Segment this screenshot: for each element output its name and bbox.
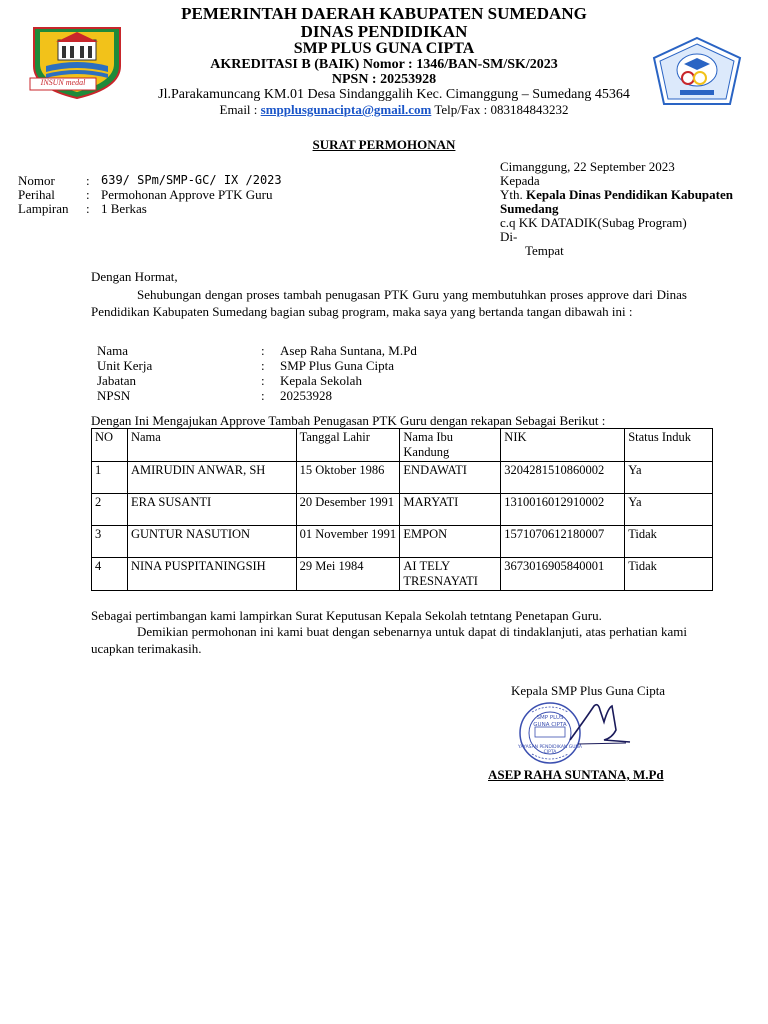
cell-status: Ya — [625, 494, 713, 526]
identity-row — [97, 358, 497, 373]
recipient-tempat: Tempat — [525, 243, 564, 258]
identity-list — [97, 343, 497, 403]
cell-nik: 3673016905840001 — [501, 558, 625, 591]
recipient-yth: Yth. — [500, 187, 526, 202]
identity-label: Unit Kerja — [97, 358, 153, 373]
identity-sep: : — [261, 388, 265, 403]
meta-nomor-label: Nomor — [18, 173, 55, 188]
table-row — [92, 526, 713, 558]
meta-nomor-value: 639/ SPm/SMP-GC/ IX /2023 — [101, 173, 282, 187]
cell-nama-ibu: MARYATI — [400, 494, 501, 526]
opening-paragraph: Sehubungan dengan proses tambah penugasan PTK Guru yang membutuhkan proses approve dari Dinas Pendidikan Kabupaten Sumedang bagian subag program, maka saya yang bertanda tangan dibawah ini : — [91, 287, 687, 319]
cell-nama: AMIRUDIN ANWAR, SH — [127, 462, 296, 494]
meta-lampiran-label: Lampiran — [18, 201, 69, 216]
meta-perihal-value: Permohonan Approve PTK Guru — [101, 187, 273, 202]
cell-nama: NINA PUSPITANINGSIH — [127, 558, 296, 591]
recipient-name-line2: Sumedang — [500, 201, 559, 216]
col-header-nama-ibu: Nama Ibu Kandung — [400, 429, 501, 462]
stamp-inner-text: SMP PLUS GUNA CIPTA — [533, 715, 567, 728]
recipient-kepada: Kepada — [500, 173, 540, 188]
closing-paragraph: Demikian permohonan ini kami buat dengan sebenarnya untuk dapat di tindaklanjuti, atas perhatian kami ucapkan terimakasih. — [91, 624, 687, 656]
meta-perihal-label: Perihal — [18, 187, 55, 202]
email-label: Email : — [219, 102, 261, 117]
stamp-ring-text: YAYASAN PENDIDIKAN GUNA CIPTA — [518, 745, 582, 755]
meta-perihal-sep: : — [86, 187, 90, 202]
cell-nik: 1571070612180007 — [501, 526, 625, 558]
cell-status: Ya — [625, 462, 713, 494]
cell-nama-ibu: AI TELY TRESNAYATI — [400, 558, 501, 591]
header-accreditation: AKREDITASI B (BAIK) Nomor : 1346/BAN-SM/SK/2023 — [210, 57, 558, 72]
meta-nomor-sep: : — [86, 173, 90, 188]
cell-no: 3 — [92, 526, 128, 558]
col-header-nik: NIK — [501, 429, 625, 462]
ptk-recap-table — [91, 428, 713, 591]
cell-nik: 3204281510860002 — [501, 462, 625, 494]
email-link[interactable]: smpplusgunacipta@gmail.com — [260, 102, 432, 117]
school-stamp-icon — [512, 700, 632, 766]
header-government: PEMERINTAH DAERAH KABUPATEN SUMEDANG — [181, 4, 587, 23]
identity-sep: : — [261, 358, 265, 373]
letter-title: SURAT PERMOHONAN — [312, 137, 456, 152]
col-header-tanggal-lahir: Tanggal Lahir — [296, 429, 400, 462]
salutation: Dengan Hormat, — [91, 269, 178, 284]
table-row — [92, 462, 713, 494]
signature-position: Kepala SMP Plus Guna Cipta — [511, 683, 666, 698]
phone-text: Telp/Fax : 083184843232 — [431, 102, 569, 117]
identity-row — [97, 373, 497, 388]
place-date: Cimanggung, 22 September 2023 — [500, 159, 675, 174]
closing-attachment-note: Sebagai pertimbangan kami lampirkan Surat Keputusan Kepala Sekolah tetntang Penetapan Guru. — [91, 608, 602, 623]
table-intro: Dengan Ini Mengajukan Approve Tambah Penugasan PTK Guru dengan rekapan Sebagai Berikut : — [91, 413, 606, 428]
identity-value: 20253928 — [280, 388, 332, 403]
cell-no: 4 — [92, 558, 128, 591]
recipient-cq: c.q KK DATADIK(Subag Program) — [500, 215, 687, 230]
meta-lampiran-sep: : — [86, 201, 90, 216]
cell-tanggal-lahir: 20 Desember 1991 — [296, 494, 400, 526]
header-school-name: SMP PLUS GUNA CIPTA — [293, 40, 475, 57]
col-header-status: Status Induk — [625, 429, 713, 462]
header-npsn: NPSN : 20253928 — [331, 72, 437, 87]
identity-label: Jabatan — [97, 373, 136, 388]
cell-nama: ERA SUSANTI — [127, 494, 296, 526]
identity-row — [97, 343, 497, 358]
signatory-name: ASEP RAHA SUNTANA, M.Pd — [488, 767, 664, 782]
logo-banner-text: INSUN medal — [40, 78, 86, 87]
identity-sep: : — [261, 343, 265, 358]
recipient-di: Di- — [500, 229, 518, 244]
cell-status: Tidak — [625, 558, 713, 591]
header-contact — [10, 103, 768, 116]
identity-value: Asep Raha Suntana, M.Pd — [280, 343, 417, 358]
table-header-row — [92, 429, 713, 462]
table-row — [92, 558, 713, 591]
cell-no: 1 — [92, 462, 128, 494]
col-header-no: NO — [92, 429, 128, 462]
cell-nama-ibu: ENDAWATI — [400, 462, 501, 494]
cell-nik: 1310016012910002 — [501, 494, 625, 526]
identity-label: Nama — [97, 343, 129, 358]
cell-nama-ibu: EMPON — [400, 526, 501, 558]
identity-sep: : — [261, 373, 265, 388]
cell-tanggal-lahir: 01 November 1991 — [296, 526, 400, 558]
identity-label: NPSN — [97, 388, 131, 403]
meta-lampiran-value: 1 Berkas — [101, 201, 147, 216]
identity-value: Kepala Sekolah — [280, 373, 362, 388]
identity-value: SMP Plus Guna Cipta — [280, 358, 395, 373]
header-address: Jl.Parakamuncang KM.01 Desa Sindanggalih Kec. Cimanggung – Sumedang 45364 — [158, 87, 630, 102]
recipient-name-line1: Kepala Dinas Pendidikan Kabupaten — [526, 187, 733, 202]
cell-tanggal-lahir: 29 Mei 1984 — [296, 558, 400, 591]
cell-status: Tidak — [625, 526, 713, 558]
recipient-name — [500, 187, 760, 202]
col-header-nama: Nama — [127, 429, 296, 462]
identity-row — [97, 388, 497, 403]
cell-no: 2 — [92, 494, 128, 526]
cell-nama: GUNTUR NASUTION — [127, 526, 296, 558]
cell-tanggal-lahir: 15 Oktober 1986 — [296, 462, 400, 494]
header-department: DINAS PENDIDIKAN — [300, 22, 468, 41]
table-row — [92, 494, 713, 526]
